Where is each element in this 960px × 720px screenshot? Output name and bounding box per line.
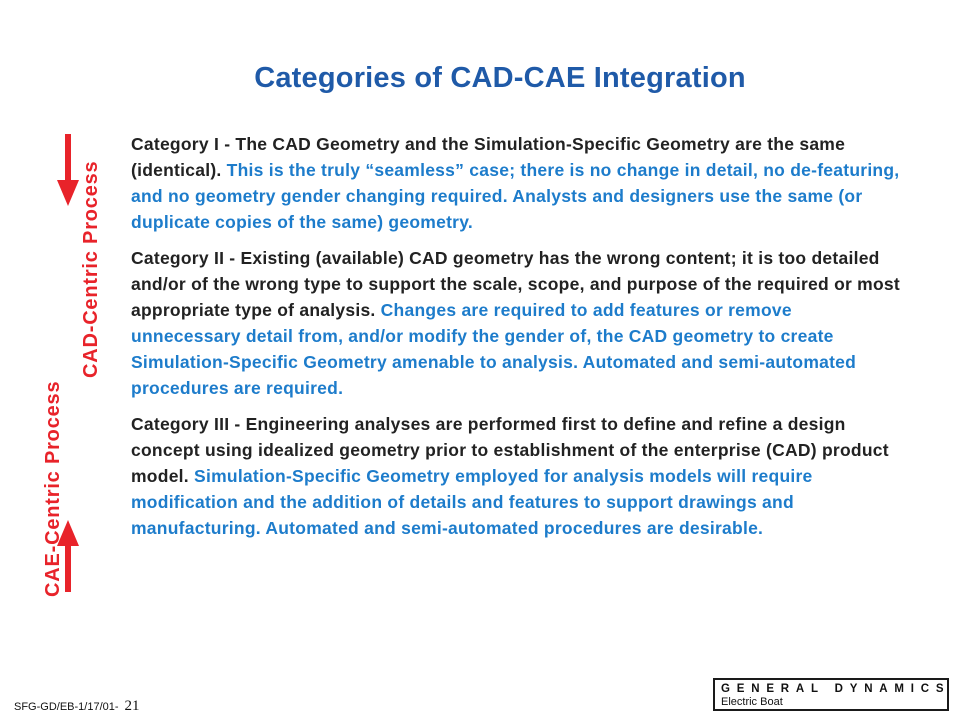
category-iii-paragraph (131, 411, 901, 541)
cad-centric-process-label: CAD-Centric Process (80, 160, 102, 378)
page-number: 21 (124, 698, 140, 714)
category-i-paragraph (131, 131, 901, 235)
footer-code: SFG-GD/EB-1/17/01- (14, 701, 119, 713)
page-title: Categories of CAD-CAE Integration (254, 62, 746, 94)
category-i-explanation: This is the truly “seamless” case; there is no change in detail, no de-featuring, and no geometry gender changing required. Analysts and designers use the same (or duplicate copies of the same) geometry. (131, 160, 900, 232)
general-dynamics-logo (713, 678, 949, 711)
category-iii-definition: Category III - Engineering analyses are performed first to define and refine a design concept using idealized geometry prior to establishment of the enterprise (CAD) product model. (131, 414, 889, 486)
category-iii-explanation: Simulation-Specific Geometry employed for analysis models will require modification and the addition of details and features to support drawings and manufacturing. Automated and semi-automated procedures are desirable. (131, 466, 813, 538)
arrow-up-icon (57, 520, 79, 592)
category-i-definition: Category I - The CAD Geometry and the Simulation-Specific Geometry are the same (identical). (131, 134, 846, 180)
category-ii-explanation: Changes are required to add features or remove unnecessary detail from, and/or modify the gender of, the CAD geometry to create Simulation-Specific Geometry amenable to analysis. Automated and semi-automated procedures are required. (131, 300, 857, 398)
logo-division-name: Electric Boat (721, 696, 783, 708)
arrow-down-icon (57, 134, 79, 206)
logo-company-name: GENERAL DYNAMICS (721, 683, 951, 695)
category-ii-paragraph (131, 245, 901, 401)
category-ii-definition: Category II - Existing (available) CAD geometry has the wrong content; it is too detailed and/or of the wrong type to support the scale, scope, and purpose of the required or most appropriate type of analysis. (131, 248, 900, 320)
slide-footer (14, 698, 140, 715)
cae-centric-process-label: CAE-Centric Process (42, 380, 64, 597)
category-list (131, 131, 901, 551)
